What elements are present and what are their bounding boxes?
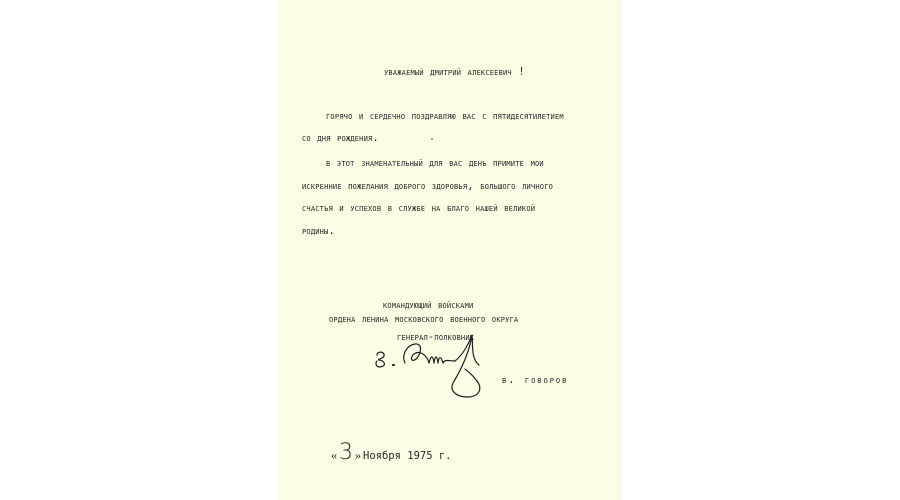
date-day: 3 [339,440,353,465]
date-month-year: Ноября 1975 г. [363,450,452,462]
signer-position-line1: командующий войсками [383,299,474,311]
paragraph2-line4: родины. [302,225,336,237]
paragraph1-line1: горячо и сердечно поздравляю вас с пятидесятилетием [326,110,564,122]
signer-position-line2: ордена ленина московского военного округа [329,313,519,325]
handwritten-signature [371,325,511,403]
date-close-quote: » [355,448,361,462]
signer-name: в. говоров [502,374,569,386]
signer-rank: генерал-полковник [397,331,475,343]
salutation: уважаемый дмитрий алексеевич ! [384,66,525,78]
paragraph2-line2: искренние пожелания доброго здоровья, большого личного [302,180,554,192]
stray-dot: . [429,132,436,143]
paragraph2-line3: счастья и успехов в службе на благо нашей великой [302,202,536,214]
paragraph2-line1: в этот знаменательный для вас день примите мои [326,157,544,169]
paragraph1-line2: со дня рождения. [302,132,379,144]
letter-page [279,0,622,500]
date-open-quote: « [331,448,337,462]
letter-date [331,440,452,465]
